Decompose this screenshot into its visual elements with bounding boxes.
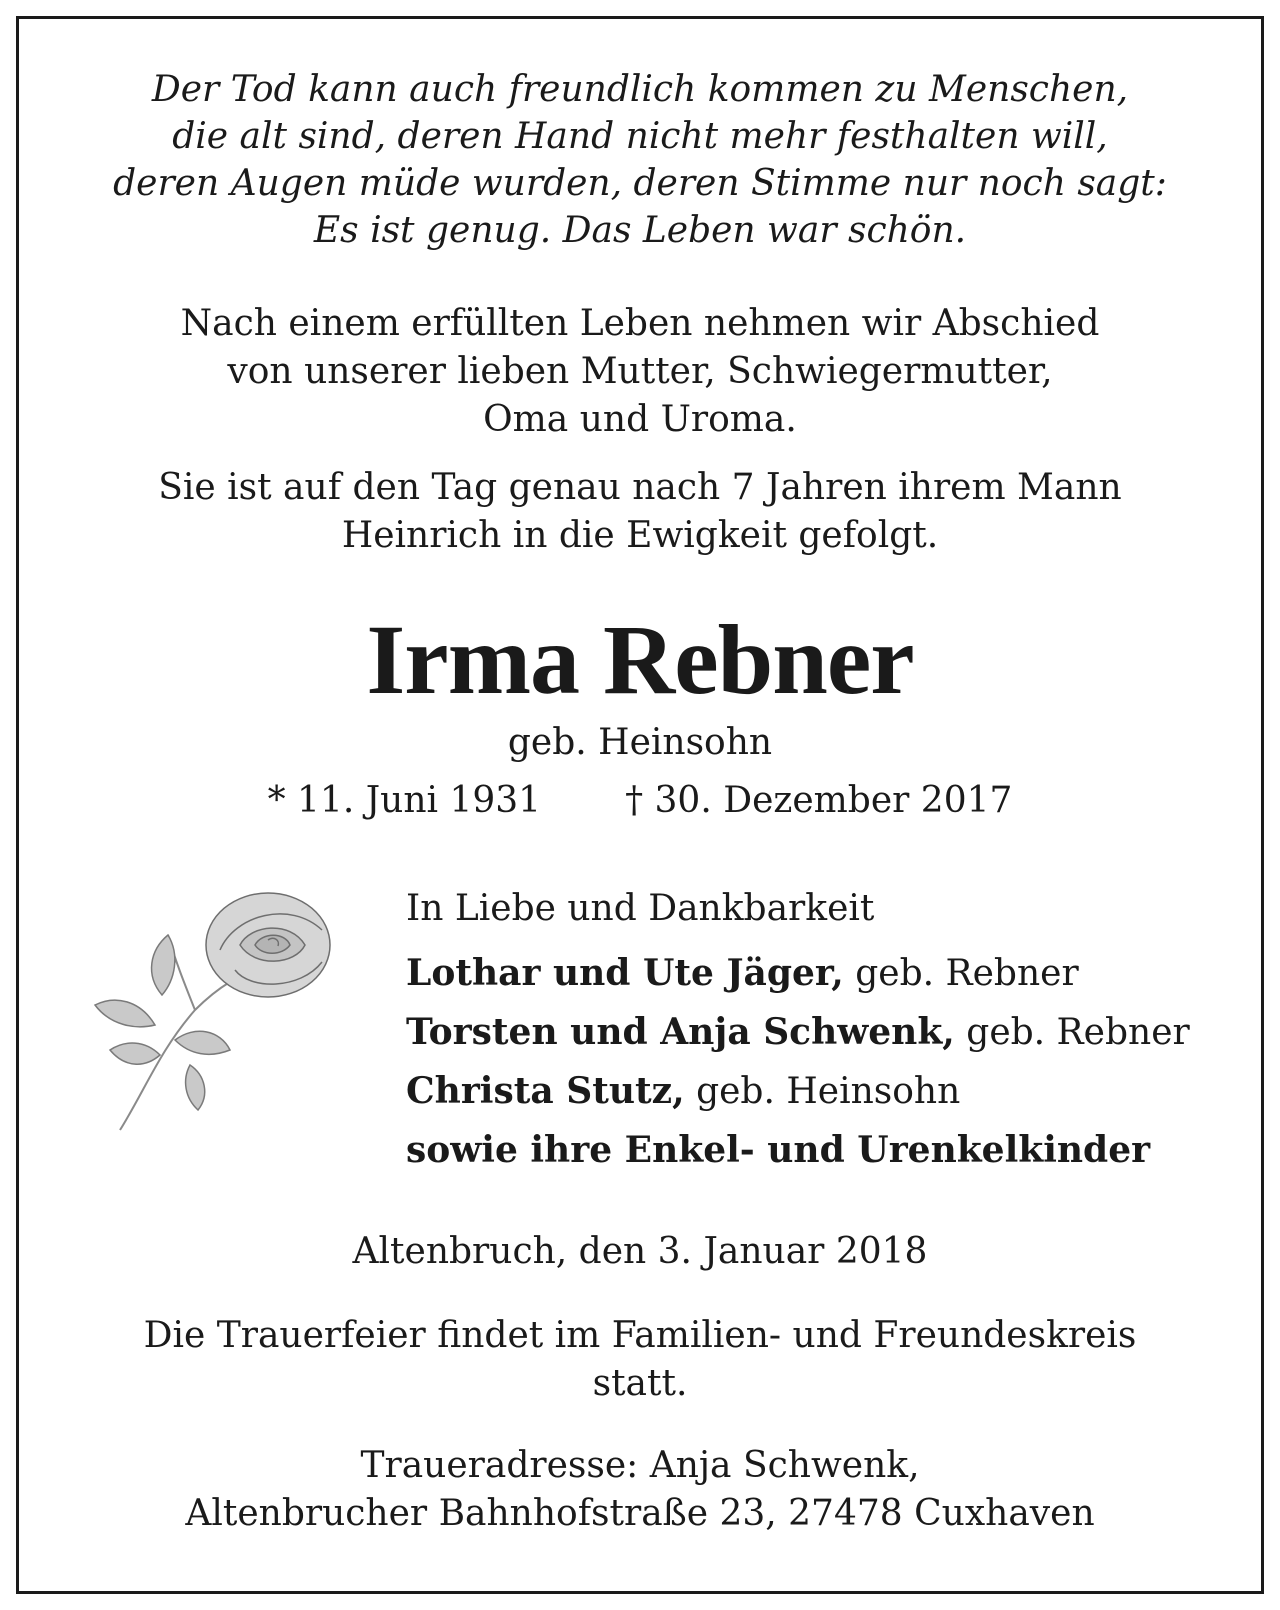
mourner-note: geb. Heinsohn bbox=[684, 1071, 961, 1112]
ceremony-line: statt. bbox=[592, 1363, 688, 1404]
mourner-names: sowie ihre Enkel- und Urenkelkinder bbox=[406, 1129, 1151, 1171]
intro-text bbox=[0, 300, 1280, 444]
mourner-names: Lothar und Ute Jäger, bbox=[406, 952, 844, 994]
mourner-entry bbox=[406, 1062, 1190, 1121]
mourner-entry bbox=[406, 944, 1190, 1003]
intro-line: Oma und Uroma. bbox=[483, 399, 797, 440]
mourner-note: geb. Rebner bbox=[843, 953, 1079, 994]
life-dates bbox=[0, 778, 1280, 824]
followed-line: Sie ist auf den Tag genau nach 7 Jahren ihrem Mann bbox=[158, 467, 1122, 508]
motto-poem bbox=[0, 66, 1280, 254]
motto-line: Es ist genug. Das Leben war schön. bbox=[313, 210, 967, 251]
mourning-address bbox=[0, 1442, 1280, 1538]
rose-icon bbox=[90, 890, 350, 1150]
address-line: Traueradresse: Anja Schwenk, bbox=[360, 1445, 920, 1486]
mourner-names: Christa Stutz, bbox=[406, 1070, 685, 1112]
mourners-list bbox=[406, 880, 1190, 1180]
place-date: Altenbruch, den 3. Januar 2018 bbox=[352, 1231, 928, 1272]
followed-line: Heinrich in die Ewigkeit gefolgt. bbox=[341, 515, 939, 556]
maiden-name: geb. Heinsohn bbox=[507, 722, 773, 763]
mourner-names: Torsten und Anja Schwenk, bbox=[406, 1011, 955, 1053]
motto-line: die alt sind, deren Hand nicht mehr festhalten will, bbox=[172, 116, 1108, 157]
mourner-entry bbox=[406, 1003, 1190, 1062]
ceremony-note bbox=[0, 1312, 1280, 1408]
followed-text bbox=[0, 464, 1280, 560]
deceased-name: Irma Rebner bbox=[366, 604, 914, 715]
intro-line: Nach einem erfüllten Leben nehmen wir Abschied bbox=[180, 303, 1100, 344]
mourner-note: geb. Rebner bbox=[954, 1012, 1190, 1053]
address-line: Altenbrucher Bahnhofstraße 23, 27478 Cuxhaven bbox=[185, 1493, 1095, 1534]
birth-date: * 11. Juni 1931 bbox=[267, 780, 542, 821]
death-date: † 30. Dezember 2017 bbox=[625, 780, 1013, 821]
ceremony-line: Die Trauerfeier findet im Familien- und Freundeskreis bbox=[143, 1315, 1137, 1356]
motto-line: deren Augen müde wurden, deren Stimme nur noch sagt: bbox=[113, 163, 1167, 204]
mourners-heading: In Liebe und Dankbarkeit bbox=[406, 888, 875, 929]
intro-line: von unserer lieben Mutter, Schwiegermutter, bbox=[227, 351, 1053, 392]
mourner-entry bbox=[406, 1121, 1190, 1180]
motto-line: Der Tod kann auch freundlich kommen zu Menschen, bbox=[151, 69, 1129, 110]
